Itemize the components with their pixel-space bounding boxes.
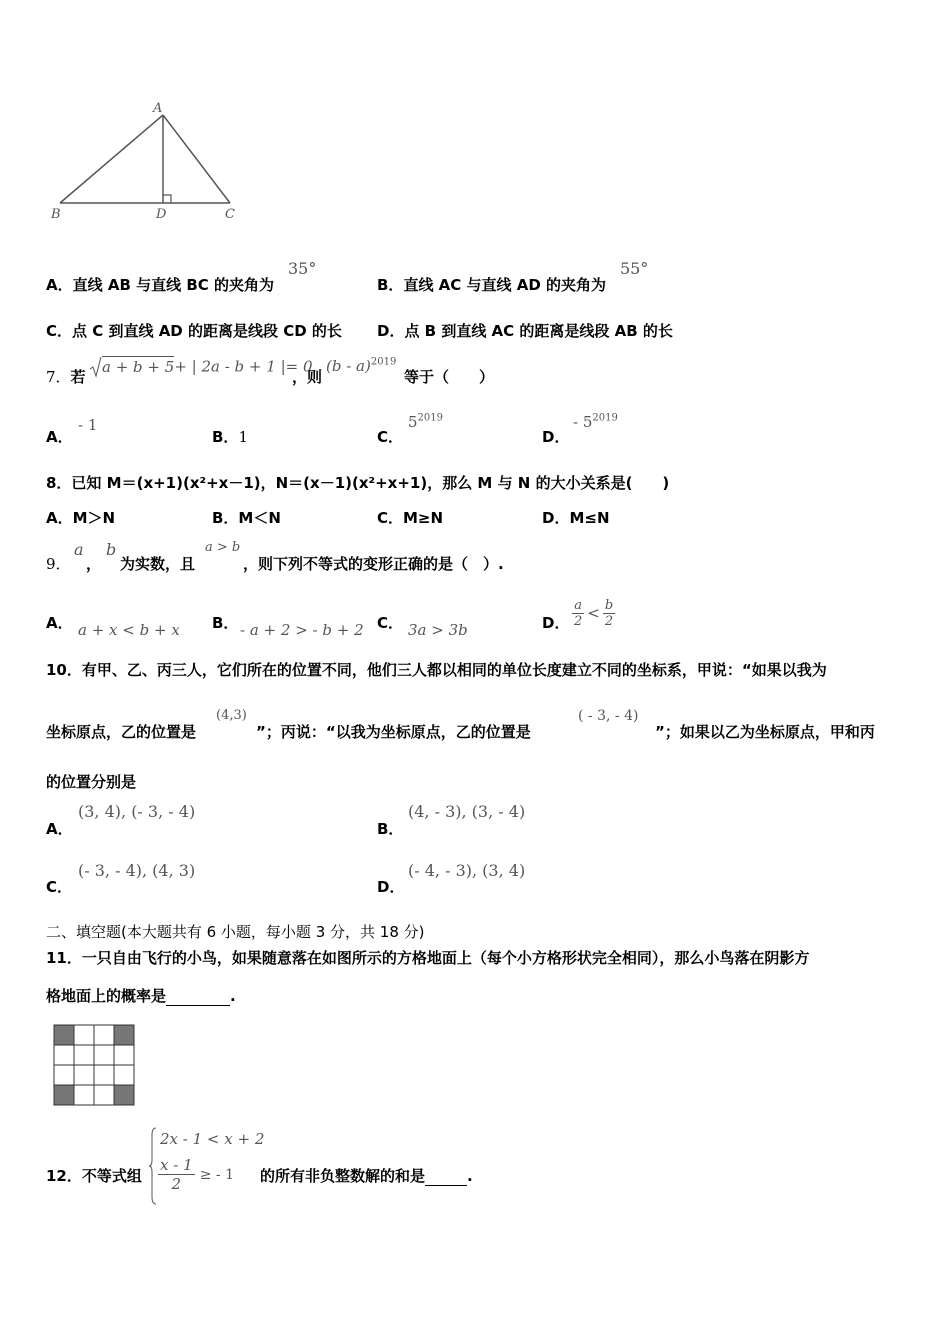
q9-mid: 为实数，且 [120, 555, 196, 573]
q11-line2: 格地面上的概率是 . [46, 987, 236, 1005]
grid-cell [94, 1085, 114, 1105]
label-a: A [153, 101, 163, 116]
q7-post: 等于（ ） [404, 368, 495, 386]
q7-option-c-label: C． [377, 428, 404, 446]
q8-option-a: A．M＞N [46, 509, 116, 527]
q9-post: ，则下列不等式的变形正确的是（ ）. [243, 555, 504, 573]
q7-condition: a + b + 5+ | 2a - b + 1 |= 0 [90, 356, 313, 378]
q6-option-c: C．点 C 到直线 AD 的距离是线段 CD 的长 [46, 322, 342, 340]
q7-mid: ，则 [292, 368, 323, 386]
fraction-b-over-2: $\frac{b}{2}$ [604, 598, 614, 629]
q6-option-b-math: 55° [620, 259, 649, 278]
fraction-x-minus-1-over-2: $\frac{x - 1}{2}$ [160, 1156, 193, 1193]
q10-line1: 10．有甲、乙、丙三人，它们所在的位置不同，他们三人都以相同的单位长度建立不同的坐标系，甲说：“如果以我为 [46, 661, 827, 679]
q9-condition: a > b [205, 540, 241, 555]
grid-cell [94, 1025, 114, 1045]
q9-option-c-label: C． [377, 614, 404, 632]
q9-option-a-label: A． [46, 614, 73, 632]
right-angle-mark [163, 195, 171, 203]
q12-stem: 12．不等式组 [46, 1167, 142, 1185]
grid-cell [54, 1045, 74, 1065]
q10-coord2: ( - 3, - 4) [578, 708, 639, 724]
q11-line1: 11．一只自由飞行的小鸟，如果随意落在如图所示的方格地面上（每个小方格形状完全相同），那么小鸟落在阴影方 [46, 949, 810, 967]
q7-stem: 7．若 [46, 368, 86, 386]
q6-option-b: B．直线 AC 与直线 AD 的夹角为 [377, 276, 607, 294]
q10-option-c-label: C． [46, 878, 73, 896]
q7-option-a-label: A． [46, 428, 73, 446]
grid-cell-shaded [54, 1025, 74, 1045]
q6-option-d: D．点 B 到直线 AC 的距离是线段 AB 的长 [377, 322, 673, 340]
grid-cell-shaded [114, 1025, 134, 1045]
segment-ab [60, 115, 163, 203]
q8-option-d: D．M≤N [542, 509, 610, 527]
q9-option-c-expr: 3a > 3b [408, 621, 468, 639]
q9-var-b: b [106, 540, 117, 559]
q12-inequality-1: 2x - 1 < x + 2 [160, 1130, 265, 1148]
q10-option-c-value: (- 3, - 4), (4, 3) [78, 861, 196, 880]
q7-option-a-value: - 1 [78, 416, 98, 434]
grid-cell-shaded [54, 1085, 74, 1105]
q9-var-a: a [74, 540, 84, 559]
grid-cell [74, 1085, 94, 1105]
q9-option-d-expr: $\frac{a}{2}$ < $\frac{b}{2}$ [574, 598, 614, 629]
section-2-title: 二、填空题(本大题共有 6 小题，每小题 3 分，共 18 分) [46, 923, 425, 941]
grid-cell [74, 1065, 94, 1085]
grid-cell [54, 1065, 74, 1085]
q10-option-a-value: (3, 4), (- 3, - 4) [78, 802, 196, 821]
q10-coord1: (4,3) [216, 708, 247, 723]
grid-cell [114, 1045, 134, 1065]
grid-cell-shaded [114, 1085, 134, 1105]
grid-cell [74, 1025, 94, 1045]
q8-option-c: C．M≥N [377, 509, 444, 527]
q10-option-b-label: B． [377, 820, 404, 838]
sqrt-sign [90, 356, 102, 378]
q7-option-d-label: D． [542, 428, 570, 446]
q9-option-b-expr: - a + 2 > - b + 2 [240, 621, 364, 639]
system-brace [148, 1127, 158, 1205]
grid-cell [94, 1045, 114, 1065]
q7-power: (b - a)$^{2019}$ [326, 356, 397, 375]
q10-option-a-label: A． [46, 820, 73, 838]
label-c: C [225, 207, 235, 222]
grid-cell [114, 1065, 134, 1085]
q9-option-b-label: B． [212, 614, 239, 632]
grid-cell [74, 1045, 94, 1065]
q7-option-b: B．1 [212, 428, 248, 446]
q9-num: 9． [46, 555, 71, 573]
q12-answer-blank[interactable] [425, 1167, 467, 1186]
q10-line2-pre: 坐标原点，乙的位置是 [46, 723, 197, 741]
q7-option-d-value: - $5^{2019}$ [573, 412, 618, 431]
label-d: D [156, 207, 167, 222]
segment-ac [163, 115, 230, 203]
grid-cell [94, 1065, 114, 1085]
q12-inequality-2: $\frac{x - 1}{2}$ ≥ - 1 [160, 1156, 234, 1193]
q6-option-a: A．直线 AB 与直线 BC 的夹角为 [46, 276, 274, 294]
q9-option-a-expr: a + x < b + x [78, 621, 180, 639]
fraction-a-over-2: $\frac{a}{2}$ [574, 598, 583, 629]
label-b: B [51, 207, 61, 222]
q10-line3: 的位置分别是 [46, 773, 137, 791]
q9-option-d-label: D． [542, 614, 570, 632]
q10-line2-post: ”；如果以乙为坐标原点，甲和丙 [655, 723, 875, 741]
q9-comma: ， [86, 555, 102, 573]
triangle-figure [45, 98, 245, 223]
q10-option-d-label: D． [377, 878, 405, 896]
q12-post: 的所有非负整数解的和是 . [260, 1167, 473, 1185]
q8-option-b: B．M＜N [212, 509, 281, 527]
q6-option-a-math: 35° [288, 259, 317, 278]
grid-figure [53, 1024, 135, 1106]
q10-option-b-value: (4, - 3), (3, - 4) [408, 802, 526, 821]
q7-option-c-value: $5^{2019}$ [408, 412, 443, 431]
q11-answer-blank[interactable] [166, 987, 230, 1006]
q10-line2-mid: ”；丙说：“以我为坐标原点，乙的位置是 [256, 723, 531, 741]
q8-stem: 8．已知 M＝(x+1)(x²+x－1)，N＝(x－1)(x²+x+1)，那么 M 与 N 的大小关系是( ) [46, 474, 670, 492]
q10-option-d-value: (- 4, - 3), (3, 4) [408, 861, 526, 880]
